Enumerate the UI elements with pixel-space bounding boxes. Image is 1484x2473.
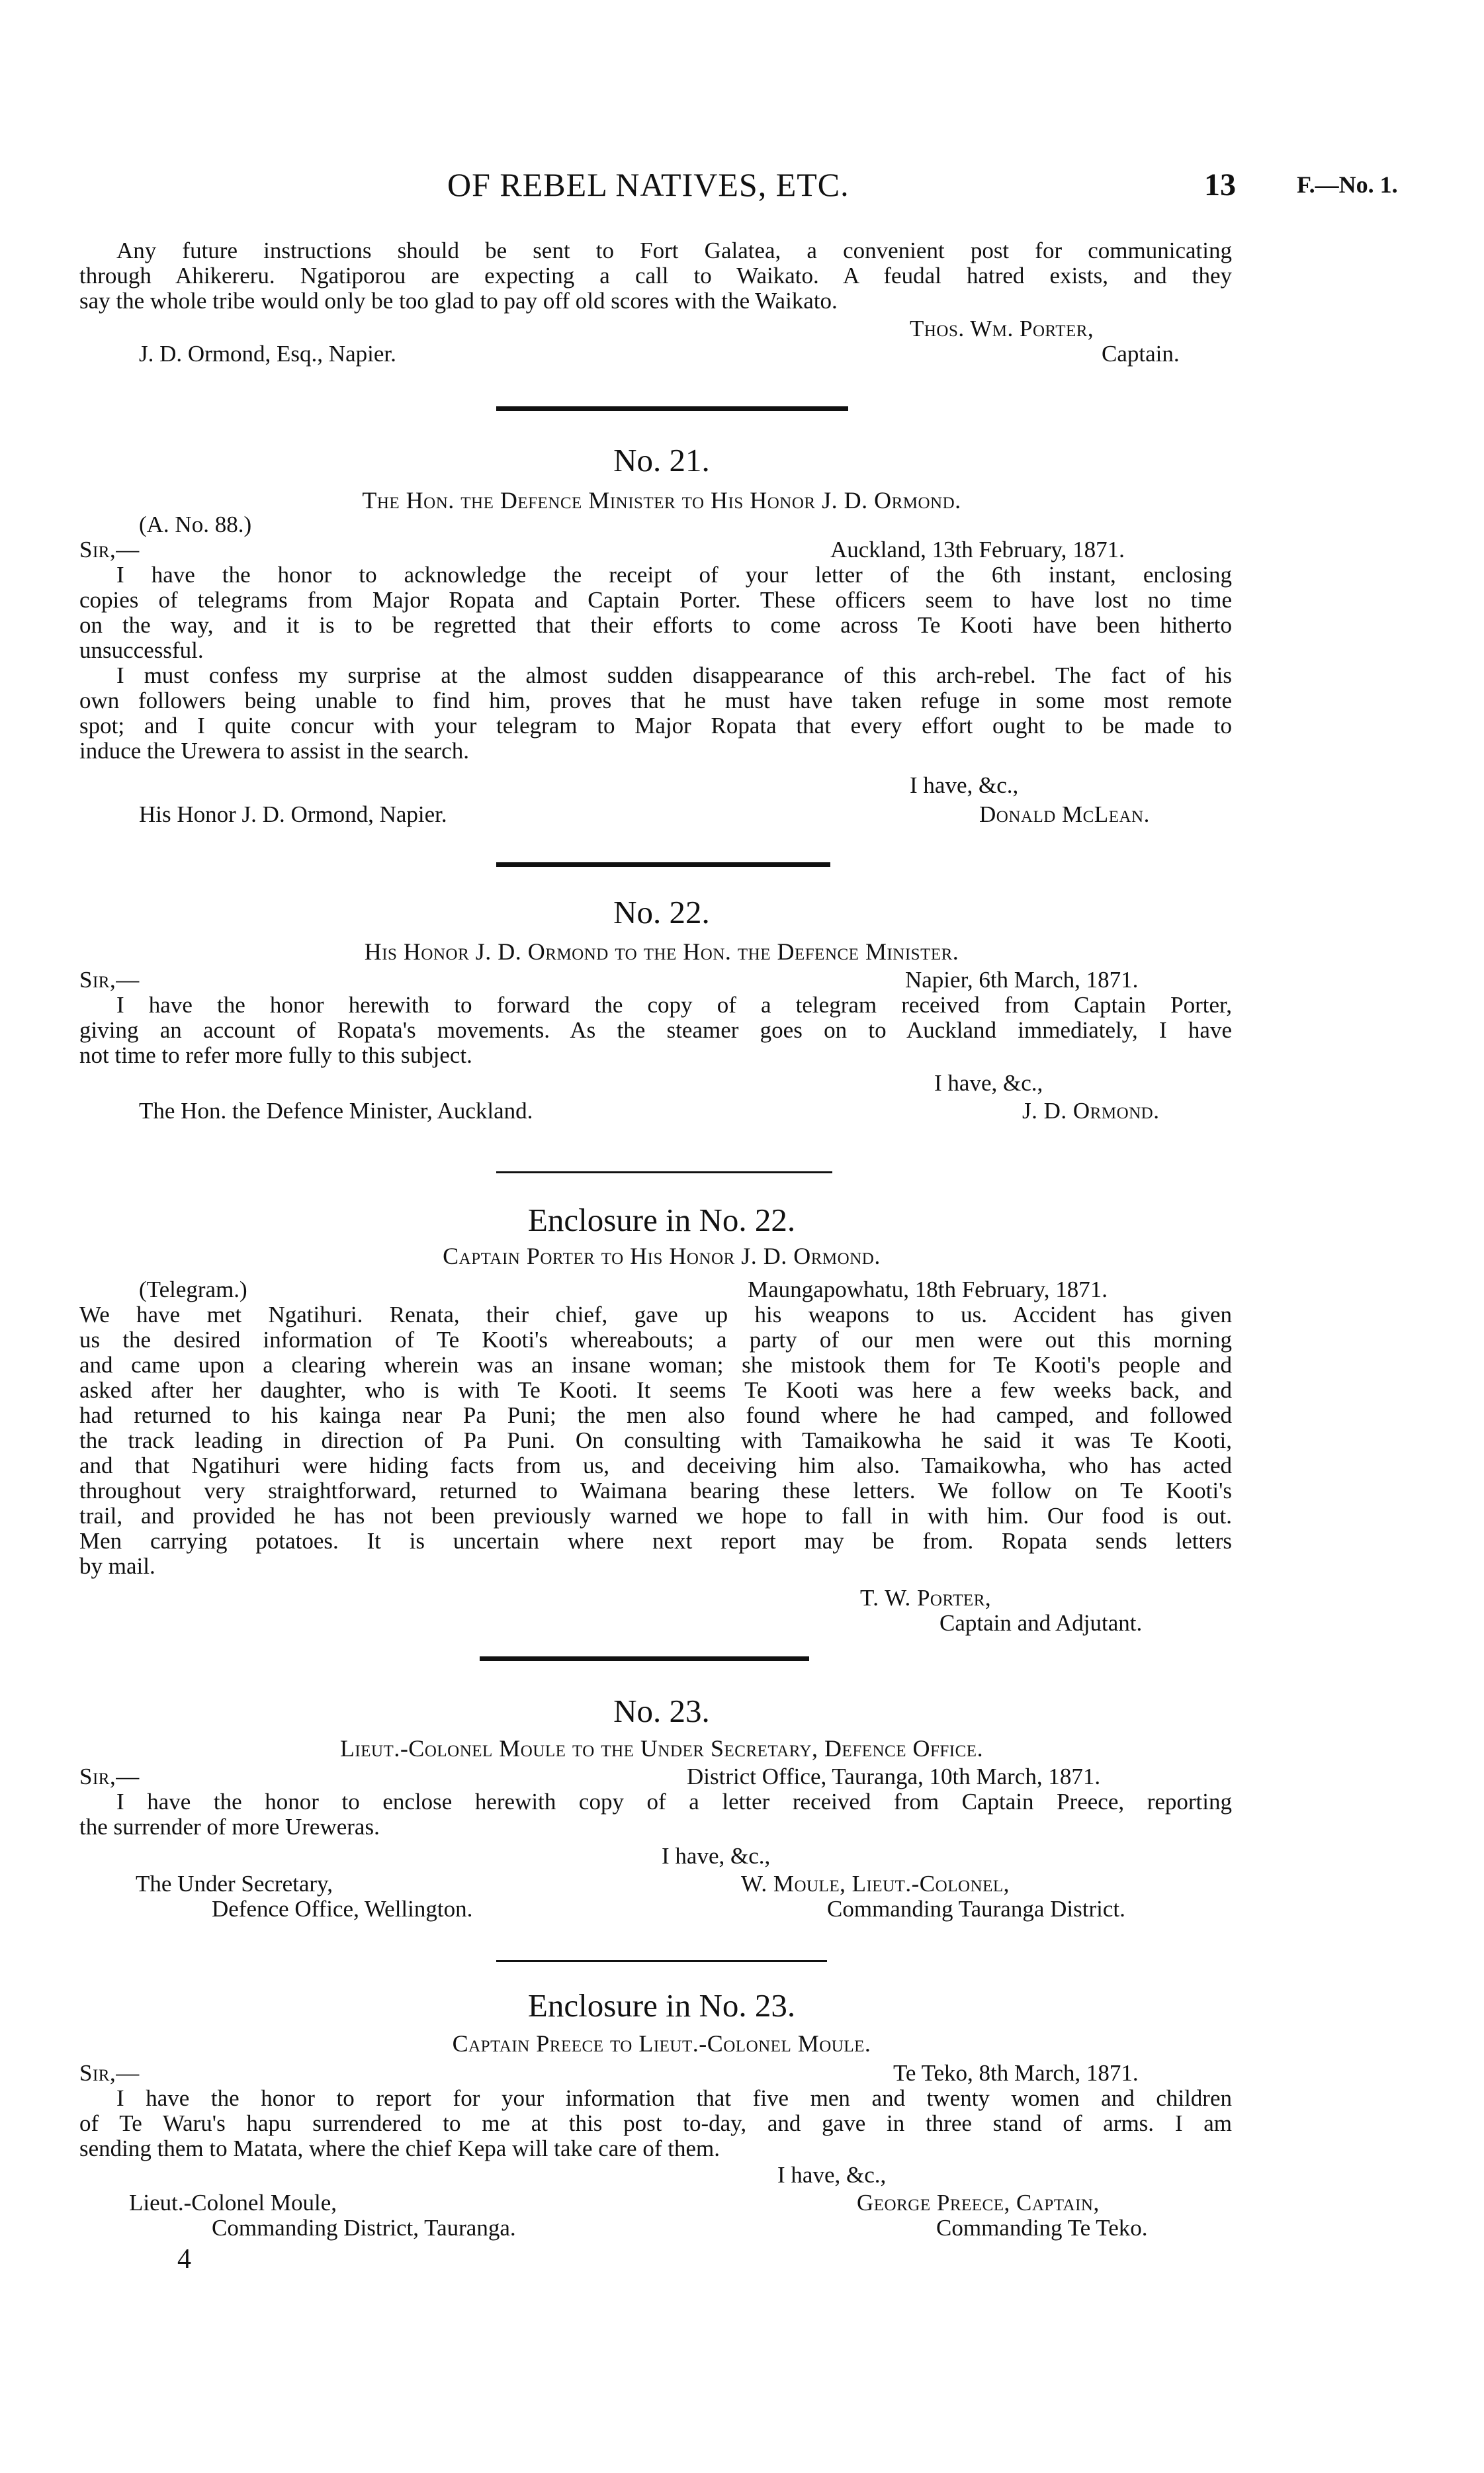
signature: Donald McLean. [979,801,1150,827]
paragraph-line: had returned to his kainga near Pa Puni; the men also found where he had camped, and followed [79,1402,1232,1428]
paragraph-line: giving an account of Ropata's movements. As the steamer goes on to Auckland immediately, I have [79,1017,1232,1043]
rank: Commanding Tauranga District. [827,1896,1125,1922]
section-subtitle: Captain Porter to His Honor J. D. Ormond. [443,1243,881,1269]
paragraph-line: copies of telegrams from Major Ropata and Captain Porter. These officers seem to have lost no time [79,587,1232,613]
signature: George Preece, Captain, [857,2190,1100,2216]
dateline: Maungapowhatu, 18th February, 1871. [748,1277,1108,1302]
paragraph-line: throughout very straightforward, returned to Waimana bearing these letters. We follow on Te Kooti's [79,1478,1232,1504]
rank: Captain. [1102,341,1180,367]
section-title: Enclosure in No. 22. [527,1202,796,1238]
section-subtitle: Lieut.-Colonel Moule to the Under Secretary, Defence Office. [339,1735,984,1762]
paragraph-line: We have met Ngatihuri. Renata, their chief, gave up his weapons to us. Accident has given [79,1302,1232,1327]
section-divider [496,862,830,867]
paragraph-line: by mail. [79,1553,155,1579]
signature: W. Moule, Lieut.-Colonel, [741,1871,1010,1897]
section-divider [496,1171,832,1173]
dateline: Te Teko, 8th March, 1871. [893,2060,1139,2086]
closing: I have, &c., [910,772,1019,798]
paragraph-line: and that Ngatihuri were hiding facts from us, and deceiving him also. Tamaikowha, who has acted [79,1453,1232,1478]
dateline: Auckland, 13th February, 1871. [830,537,1125,562]
rank: Captain and Adjutant. [939,1610,1143,1636]
paragraph-line: induce the Urewera to assist in the search. [79,738,469,764]
section-title: No. 22. [613,894,710,930]
dateline: District Office, Tauranga, 10th March, 1871. [687,1764,1101,1789]
section-subtitle: Captain Preece to Lieut.-Colonel Moule. [452,2030,871,2057]
paragraph-line: through Ahikereru. Ngatiporou are expecting a call to Waikato. A feudal hatred exists, and they [79,263,1232,289]
paragraph-line: I must confess my surprise at the almost sudden disappearance of this arch-rebel. The fact of his [116,662,1232,688]
paragraph-line: and came upon a clearing wherein was an insane woman; she mistook them for Te Kooti's people and [79,1352,1232,1378]
section-subtitle: His Honor J. D. Ormond to the Hon. the Defence Minister. [364,938,959,965]
reference-number: (A. No. 88.) [139,512,252,537]
closing: I have, &c., [934,1070,1043,1096]
section-divider [480,1656,809,1661]
salutation: Sir,— [79,967,140,993]
paragraph-line: the surrender of more Ureweras. [79,1814,380,1840]
paragraph-line: on the way, and it is to be regretted that their efforts to come across Te Kooti have been hitherto [79,612,1232,638]
paragraph-line: I have the honor to report for your information that five men and twenty women and children [116,2085,1232,2111]
signature: T. W. Porter, [860,1585,992,1611]
paragraph-line: us the desired information of Te Kooti's whereabouts; a party of our men were out this morning [79,1327,1232,1353]
paragraph-line: Any future instructions should be sent to Fort Galatea, a convenient post for communicating [116,238,1232,263]
salutation: Sir,— [79,2060,140,2086]
closing: I have, &c., [662,1843,771,1869]
addressee: Commanding District, Tauranga. [212,2215,516,2241]
salutation: Sir,— [79,1764,140,1789]
addressee: Defence Office, Wellington. [212,1896,473,1922]
paragraph-line: I have the honor to acknowledge the receipt of your letter of the 6th instant, enclosing [116,562,1232,588]
paragraph-line: sending them to Matata, where the chief Kepa will take care of them. [79,2136,720,2161]
section-title: No. 21. [613,442,710,478]
paragraph-line: unsuccessful. [79,637,204,663]
paragraph-line: I have the honor herewith to forward the copy of a telegram received from Captain Porter, [116,992,1232,1018]
salutation: Sir,— [79,537,140,562]
signature: J. D. Ormond. [1022,1098,1160,1124]
paragraph-line: spot; and I quite concur with your telegram to Major Ropata that every effort ought to be made to [79,713,1232,739]
page-number: 13 [1204,167,1236,202]
paragraph-line: the track leading in direction of Pa Puni. On consulting with Tamaikowha he said it was Te Kooti, [79,1427,1232,1453]
addressee: J. D. Ormond, Esq., Napier. [139,341,396,367]
paragraph-line: of Te Waru's hapu surrendered to me at this post to-day, and gave in three stand of arms. I am [79,2110,1232,2136]
dateline: Napier, 6th March, 1871. [905,967,1139,993]
paragraph-line: Men carrying potatoes. It is uncertain where next report may be from. Ropata sends letters [79,1528,1232,1554]
addressee: His Honor J. D. Ormond, Napier. [139,801,447,827]
closing: I have, &c., [777,2162,887,2188]
section-subtitle: The Hon. the Defence Minister to His Honor J. D. Ormond. [362,487,961,514]
document-reference: F.—No. 1. [1297,171,1398,198]
rank: Commanding Te Teko. [936,2215,1148,2241]
section-divider [496,406,848,411]
printer-signature-mark: 4 [177,2244,191,2274]
paragraph-line: say the whole tribe would only be too glad to pay off old scores with the Waikato. [79,288,838,314]
addressee: The Hon. the Defence Minister, Auckland. [139,1098,533,1124]
paragraph-line: trail, and provided he has not been previously warned we hope to fall in with him. Our food is out. [79,1503,1232,1529]
running-title: OF REBEL NATIVES, ETC. [447,166,850,203]
addressee: Lieut.-Colonel Moule, [129,2190,337,2216]
section-title: No. 23. [613,1693,710,1729]
signature: Thos. Wm. Porter, [910,316,1094,341]
reference-label: (Telegram.) [139,1277,247,1302]
section-title: Enclosure in No. 23. [527,1987,796,2024]
section-divider [496,1960,827,1962]
paragraph-line: not time to refer more fully to this subject. [79,1042,472,1068]
paragraph-line: asked after her daughter, who is with Te Kooti. It seems Te Kooti was here a few weeks back, and [79,1377,1232,1403]
paragraph-line: own followers being unable to find him, proves that he must have taken refuge in some most remote [79,688,1232,713]
addressee: The Under Secretary, [136,1871,333,1897]
paragraph-line: I have the honor to enclose herewith copy of a letter received from Captain Preece, reporting [116,1789,1232,1815]
